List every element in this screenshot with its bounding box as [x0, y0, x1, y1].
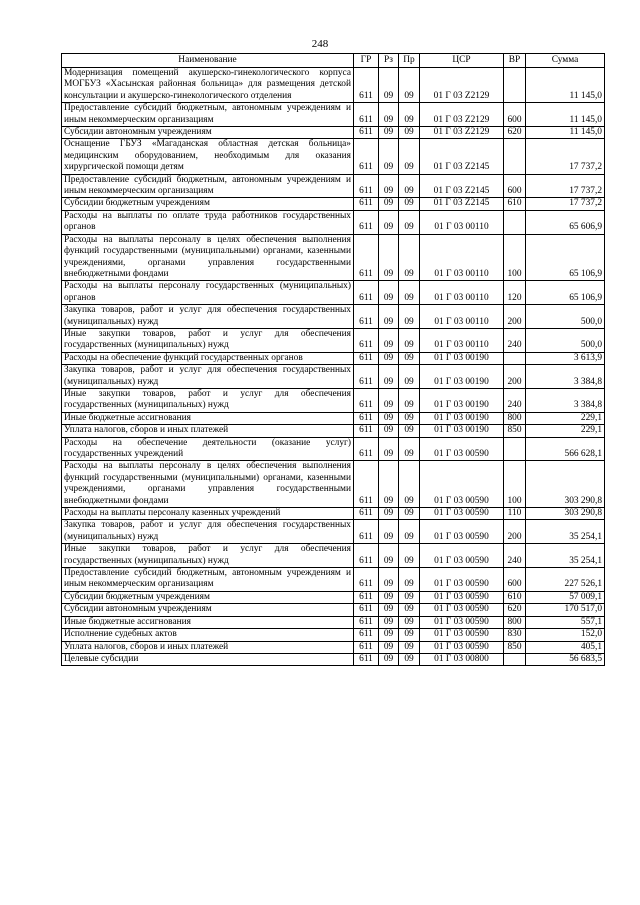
cell-vr	[504, 68, 526, 103]
cell-vr	[504, 210, 526, 234]
cell-name: Закупка товаров, работ и услуг для обеспечения государственных (муниципальных) нужд	[62, 365, 354, 389]
cell-pr: 09	[399, 103, 420, 127]
cell-sum: 17 737,2	[526, 198, 605, 210]
cell-csr: 01 Г 03 00190	[420, 425, 504, 437]
cell-sum: 3 384,8	[526, 365, 605, 389]
cell-rz: 09	[379, 641, 399, 653]
table-row	[62, 174, 605, 198]
cell-gr: 611	[354, 388, 379, 412]
cell-gr: 611	[354, 281, 379, 305]
table-row	[62, 544, 605, 568]
cell-rz: 09	[379, 198, 399, 210]
cell-csr: 01 Г 03 00190	[420, 352, 504, 364]
cell-name: Расходы на выплаты персоналу казенных учреждений	[62, 508, 354, 520]
cell-gr: 611	[354, 568, 379, 592]
cell-sum: 405,1	[526, 641, 605, 653]
cell-csr: 01 Г 03 Z2145	[420, 139, 504, 174]
cell-pr: 09	[399, 616, 420, 628]
cell-csr: 01 Г 03 00110	[420, 328, 504, 352]
header-pr: Пр	[399, 54, 420, 68]
table-row	[62, 352, 605, 364]
table-row	[62, 629, 605, 641]
cell-sum: 152,0	[526, 629, 605, 641]
cell-csr: 01 Г 03 00190	[420, 388, 504, 412]
cell-rz: 09	[379, 653, 399, 665]
table-row	[62, 425, 605, 437]
cell-sum: 65 106,9	[526, 281, 605, 305]
cell-name: Предоставление субсидий бюджетным, автономным учреждениям и иным некоммерческим организациям	[62, 103, 354, 127]
cell-rz: 09	[379, 508, 399, 520]
cell-name: Модернизация помещений акушерско-гинекологического корпуса МОГБУЗ «Хасынская районная больница» для размещения детской консультации и акушерско-гинекологического отделения	[62, 68, 354, 103]
table-body	[62, 68, 605, 666]
table-row	[62, 139, 605, 174]
cell-gr: 611	[354, 544, 379, 568]
cell-sum: 17 737,2	[526, 139, 605, 174]
cell-sum: 11 145,0	[526, 68, 605, 103]
budget-table	[61, 53, 605, 666]
cell-rz: 09	[379, 591, 399, 603]
cell-vr	[504, 139, 526, 174]
cell-csr: 01 Г 03 00110	[420, 281, 504, 305]
cell-vr: 600	[504, 568, 526, 592]
cell-gr: 611	[354, 641, 379, 653]
cell-sum: 500,0	[526, 328, 605, 352]
cell-name: Расходы на выплаты персоналу в целях обеспечения выполнения функций государственными (муниципальными) органами, казенными учреждениями, органами управления государственными внебюджетными фондами	[62, 461, 354, 508]
header-rz: Рз	[379, 54, 399, 68]
cell-csr: 01 Г 03 00590	[420, 508, 504, 520]
cell-csr: 01 Г 03 Z2129	[420, 127, 504, 139]
cell-vr: 830	[504, 629, 526, 641]
cell-name: Предоставление субсидий бюджетным, автономным учреждениям и иным некоммерческим организациям	[62, 174, 354, 198]
cell-vr	[504, 352, 526, 364]
cell-vr: 100	[504, 461, 526, 508]
cell-vr: 200	[504, 520, 526, 544]
cell-gr: 611	[354, 508, 379, 520]
cell-name: Предоставление субсидий бюджетным, автономным учреждениям и иным некоммерческим организациям	[62, 568, 354, 592]
cell-sum: 57 009,1	[526, 591, 605, 603]
cell-gr: 611	[354, 68, 379, 103]
table-row	[62, 508, 605, 520]
cell-sum: 35 254,1	[526, 544, 605, 568]
cell-rz: 09	[379, 127, 399, 139]
header-row	[62, 54, 605, 68]
cell-gr: 611	[354, 616, 379, 628]
cell-name: Субсидии бюджетным учреждениям	[62, 591, 354, 603]
header-gr: ГР	[354, 54, 379, 68]
cell-vr: 850	[504, 641, 526, 653]
cell-csr: 01 Г 03 00110	[420, 210, 504, 234]
cell-gr: 611	[354, 591, 379, 603]
cell-rz: 09	[379, 365, 399, 389]
cell-name: Субсидии автономным учреждениям	[62, 604, 354, 616]
cell-sum: 557,1	[526, 616, 605, 628]
table-row	[62, 641, 605, 653]
cell-gr: 611	[354, 425, 379, 437]
cell-gr: 611	[354, 352, 379, 364]
cell-name: Целевые субсидии	[62, 653, 354, 665]
cell-pr: 09	[399, 520, 420, 544]
cell-rz: 09	[379, 520, 399, 544]
cell-pr: 09	[399, 68, 420, 103]
cell-name: Расходы на обеспечение деятельности (оказание услуг) государственных учреждений	[62, 437, 354, 461]
cell-gr: 611	[354, 234, 379, 281]
table-row	[62, 234, 605, 281]
table-row	[62, 461, 605, 508]
cell-pr: 09	[399, 461, 420, 508]
cell-pr: 09	[399, 591, 420, 603]
cell-csr: 01 Г 03 00590	[420, 437, 504, 461]
cell-pr: 09	[399, 198, 420, 210]
cell-vr: 600	[504, 103, 526, 127]
cell-name: Уплата налогов, сборов и иных платежей	[62, 641, 354, 653]
cell-name: Закупка товаров, работ и услуг для обеспечения государственных (муниципальных) нужд	[62, 305, 354, 329]
cell-rz: 09	[379, 616, 399, 628]
cell-pr: 09	[399, 604, 420, 616]
cell-sum: 170 517,0	[526, 604, 605, 616]
cell-pr: 09	[399, 281, 420, 305]
page-number: 248	[311, 38, 329, 50]
table-row	[62, 388, 605, 412]
cell-vr: 800	[504, 412, 526, 424]
cell-csr: 01 Г 03 00590	[420, 616, 504, 628]
cell-gr: 611	[354, 437, 379, 461]
cell-pr: 09	[399, 544, 420, 568]
cell-rz: 09	[379, 174, 399, 198]
header-vr: ВР	[504, 54, 526, 68]
cell-sum: 229,1	[526, 425, 605, 437]
table-row	[62, 103, 605, 127]
cell-pr: 09	[399, 508, 420, 520]
cell-sum: 11 145,0	[526, 127, 605, 139]
cell-gr: 611	[354, 328, 379, 352]
cell-rz: 09	[379, 210, 399, 234]
cell-csr: 01 Г 03 00590	[420, 629, 504, 641]
cell-name: Субсидии автономным учреждениям	[62, 127, 354, 139]
cell-sum: 229,1	[526, 412, 605, 424]
cell-pr: 09	[399, 328, 420, 352]
cell-name: Иные бюджетные ассигнования	[62, 412, 354, 424]
cell-gr: 611	[354, 629, 379, 641]
table-row	[62, 365, 605, 389]
cell-rz: 09	[379, 352, 399, 364]
cell-rz: 09	[379, 388, 399, 412]
cell-rz: 09	[379, 568, 399, 592]
cell-csr: 01 Г 03 00590	[420, 641, 504, 653]
cell-sum: 227 526,1	[526, 568, 605, 592]
cell-gr: 611	[354, 365, 379, 389]
cell-rz: 09	[379, 234, 399, 281]
cell-pr: 09	[399, 139, 420, 174]
cell-csr: 01 Г 03 00590	[420, 591, 504, 603]
cell-pr: 09	[399, 388, 420, 412]
cell-vr: 200	[504, 305, 526, 329]
cell-vr: 240	[504, 544, 526, 568]
cell-gr: 611	[354, 305, 379, 329]
cell-pr: 09	[399, 234, 420, 281]
cell-name: Иные бюджетные ассигнования	[62, 616, 354, 628]
table-row	[62, 616, 605, 628]
cell-pr: 09	[399, 174, 420, 198]
cell-gr: 611	[354, 604, 379, 616]
cell-pr: 09	[399, 365, 420, 389]
cell-sum: 65 106,9	[526, 234, 605, 281]
cell-vr	[504, 437, 526, 461]
cell-csr: 01 Г 03 00590	[420, 568, 504, 592]
cell-rz: 09	[379, 68, 399, 103]
cell-name: Оснащение ГБУЗ «Магаданская областная детская больница» медицинским оборудованием, необходимым для оказания хирургической помощи детям	[62, 139, 354, 174]
cell-vr: 850	[504, 425, 526, 437]
cell-name: Иные закупки товаров, работ и услуг для обеспечения государственных (муниципальных) нужд	[62, 328, 354, 352]
cell-name: Расходы на обеспечение функций государственных органов	[62, 352, 354, 364]
cell-csr: 01 Г 03 Z2145	[420, 198, 504, 210]
cell-sum: 3 613,9	[526, 352, 605, 364]
cell-rz: 09	[379, 412, 399, 424]
table-row	[62, 198, 605, 210]
cell-pr: 09	[399, 641, 420, 653]
cell-gr: 611	[354, 174, 379, 198]
cell-sum: 56 683,5	[526, 653, 605, 665]
cell-csr: 01 Г 03 Z2145	[420, 174, 504, 198]
cell-pr: 09	[399, 352, 420, 364]
cell-csr: 01 Г 03 00190	[420, 412, 504, 424]
cell-gr: 611	[354, 139, 379, 174]
cell-sum: 3 384,8	[526, 388, 605, 412]
cell-vr: 200	[504, 365, 526, 389]
cell-name: Расходы на выплаты по оплате труда работников государственных органов	[62, 210, 354, 234]
cell-gr: 611	[354, 103, 379, 127]
cell-gr: 611	[354, 210, 379, 234]
cell-pr: 09	[399, 305, 420, 329]
table-row	[62, 210, 605, 234]
cell-sum: 303 290,8	[526, 508, 605, 520]
cell-name: Закупка товаров, работ и услуг для обеспечения государственных (муниципальных) нужд	[62, 520, 354, 544]
cell-name: Исполнение судебных актов	[62, 629, 354, 641]
cell-vr: 620	[504, 127, 526, 139]
cell-name: Расходы на выплаты персоналу в целях обеспечения выполнения функций государственными (муниципальными) органами, казенными учреждениями, органами управления государственными внебюджетными фондами	[62, 234, 354, 281]
cell-csr: 01 Г 03 00800	[420, 653, 504, 665]
cell-sum: 303 290,8	[526, 461, 605, 508]
table-row	[62, 305, 605, 329]
header-name: Наименование	[62, 54, 354, 68]
cell-csr: 01 Г 03 00590	[420, 461, 504, 508]
cell-gr: 611	[354, 198, 379, 210]
cell-name: Иные закупки товаров, работ и услуг для обеспечения государственных (муниципальных) нужд	[62, 388, 354, 412]
table-row	[62, 591, 605, 603]
cell-rz: 09	[379, 437, 399, 461]
cell-pr: 09	[399, 437, 420, 461]
cell-vr: 800	[504, 616, 526, 628]
table-row	[62, 437, 605, 461]
cell-sum: 35 254,1	[526, 520, 605, 544]
header-sum: Сумма	[526, 54, 605, 68]
cell-sum: 65 606,9	[526, 210, 605, 234]
cell-csr: 01 Г 03 00590	[420, 520, 504, 544]
cell-csr: 01 Г 03 Z2129	[420, 103, 504, 127]
cell-sum: 11 145,0	[526, 103, 605, 127]
cell-csr: 01 Г 03 00190	[420, 365, 504, 389]
table-header	[62, 54, 605, 68]
table-row	[62, 653, 605, 665]
cell-sum: 17 737,2	[526, 174, 605, 198]
cell-vr: 600	[504, 174, 526, 198]
table-row	[62, 412, 605, 424]
cell-vr: 100	[504, 234, 526, 281]
cell-rz: 09	[379, 281, 399, 305]
cell-vr: 110	[504, 508, 526, 520]
cell-name: Расходы на выплаты персоналу государственных (муниципальных) органов	[62, 281, 354, 305]
cell-pr: 09	[399, 629, 420, 641]
cell-name: Иные закупки товаров, работ и услуг для обеспечения государственных (муниципальных) нужд	[62, 544, 354, 568]
cell-rz: 09	[379, 544, 399, 568]
cell-vr: 240	[504, 328, 526, 352]
cell-vr: 610	[504, 198, 526, 210]
cell-vr: 610	[504, 591, 526, 603]
cell-vr: 240	[504, 388, 526, 412]
cell-rz: 09	[379, 305, 399, 329]
cell-gr: 611	[354, 127, 379, 139]
cell-rz: 09	[379, 629, 399, 641]
cell-csr: 01 Г 03 00590	[420, 604, 504, 616]
cell-pr: 09	[399, 568, 420, 592]
cell-name: Уплата налогов, сборов и иных платежей	[62, 425, 354, 437]
cell-vr	[504, 653, 526, 665]
cell-pr: 09	[399, 412, 420, 424]
cell-rz: 09	[379, 139, 399, 174]
cell-csr: 01 Г 03 00110	[420, 305, 504, 329]
cell-csr: 01 Г 03 00110	[420, 234, 504, 281]
cell-rz: 09	[379, 604, 399, 616]
table-row	[62, 127, 605, 139]
cell-vr: 120	[504, 281, 526, 305]
table-row	[62, 281, 605, 305]
table-row	[62, 328, 605, 352]
cell-sum: 566 628,1	[526, 437, 605, 461]
cell-gr: 611	[354, 461, 379, 508]
table-row	[62, 68, 605, 103]
cell-name: Субсидии бюджетным учреждениям	[62, 198, 354, 210]
table-row	[62, 604, 605, 616]
cell-gr: 611	[354, 653, 379, 665]
table-row	[62, 568, 605, 592]
cell-pr: 09	[399, 425, 420, 437]
cell-gr: 611	[354, 520, 379, 544]
cell-sum: 500,0	[526, 305, 605, 329]
cell-csr: 01 Г 03 Z2129	[420, 68, 504, 103]
cell-rz: 09	[379, 461, 399, 508]
cell-gr: 611	[354, 412, 379, 424]
cell-vr: 620	[504, 604, 526, 616]
cell-pr: 09	[399, 127, 420, 139]
cell-rz: 09	[379, 425, 399, 437]
cell-pr: 09	[399, 653, 420, 665]
cell-rz: 09	[379, 328, 399, 352]
table-row	[62, 520, 605, 544]
cell-pr: 09	[399, 210, 420, 234]
cell-rz: 09	[379, 103, 399, 127]
header-csr: ЦСР	[420, 54, 504, 68]
cell-csr: 01 Г 03 00590	[420, 544, 504, 568]
